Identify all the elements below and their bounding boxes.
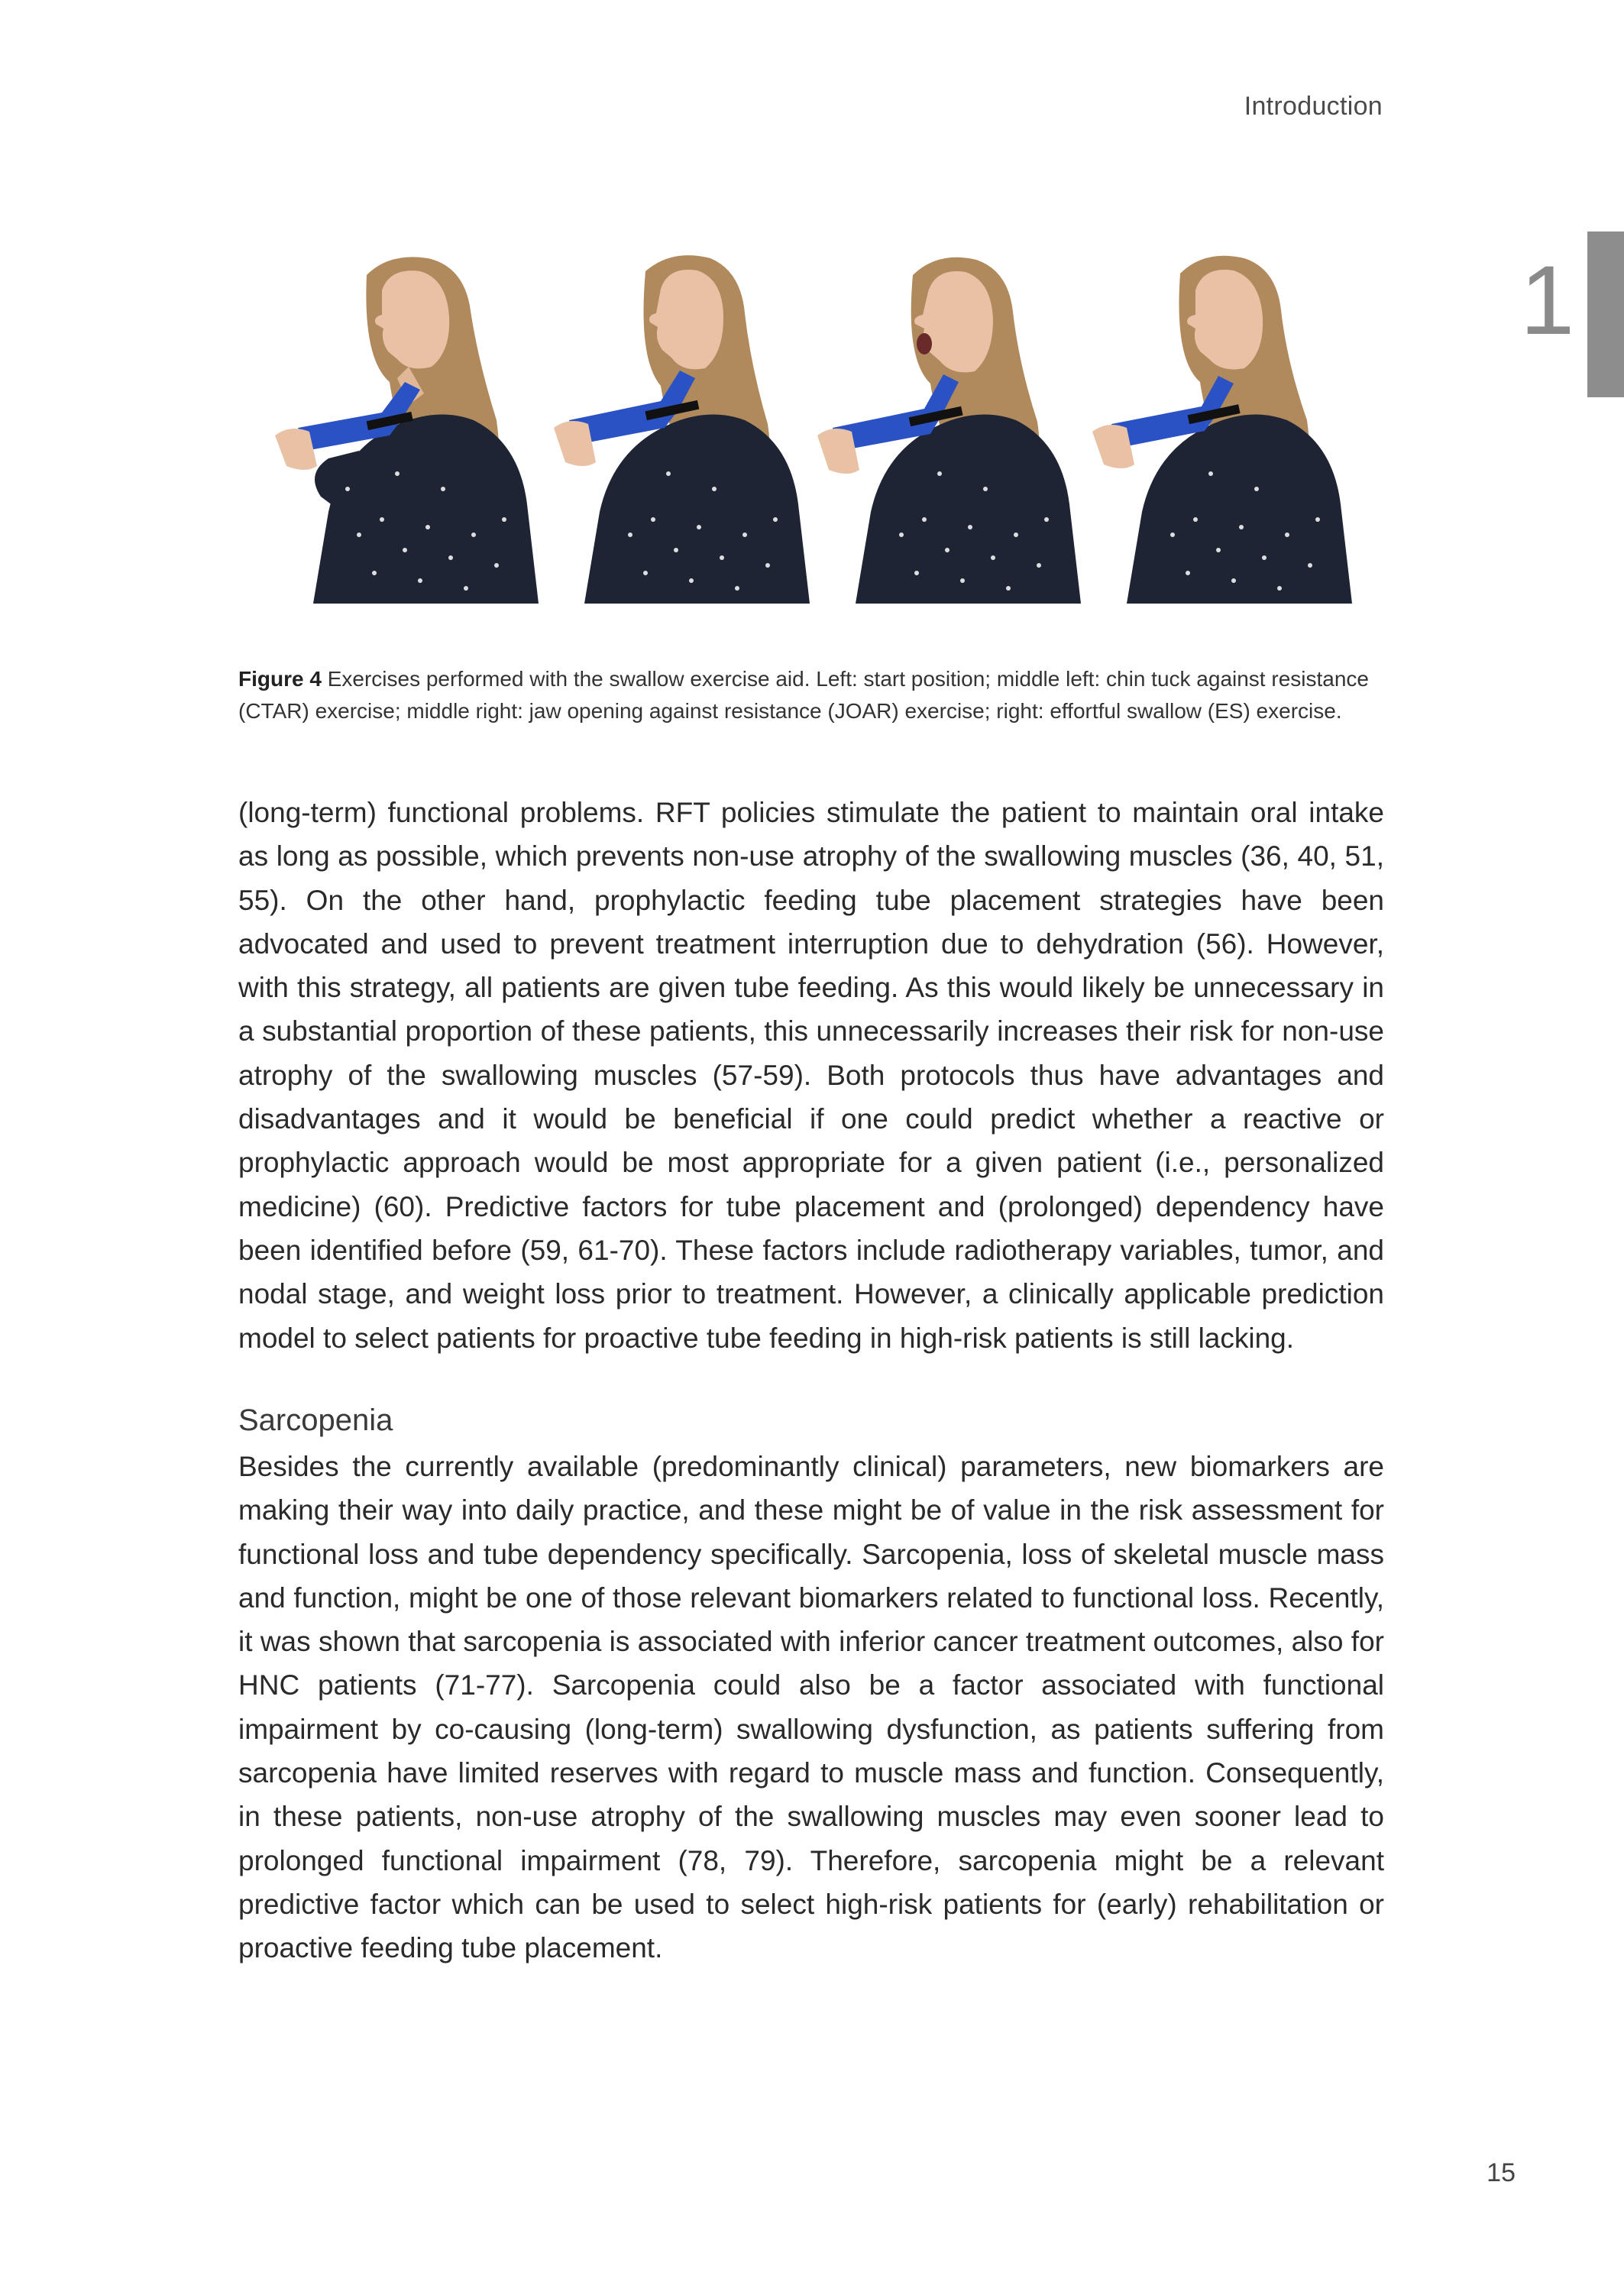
figure-label: Figure 4 xyxy=(238,667,322,691)
chapter-number: 1 xyxy=(1520,246,1575,355)
figure-panel-es-exercise xyxy=(1089,244,1352,604)
body-paragraph-1: (long-term) functional problems. RFT policies stimulate the patient to maintain oral intake as long as possible, which prevents non-use atrophy of the swallowing muscles (36, 40, 51, 55). On the other hand, prophylactic feeding tube placement strategies have been advocated and used to prevent treatment interruption due to dehydration (56). However, with this strategy, all patients are given tube feeding. As this would likely be unnecessary in a substantial proportion of these patients, this unnecessarily increases their risk for non-use atrophy of the swallowing muscles (57-59). Both protocols thus have advantages and disadvantages and it would be beneficial if one could predict whether a reactive or prophylactic approach would be most appropriate for a given patient (i.e., personalized medicine) (60). Predictive factors for tube placement and (prolonged) dependency have been identified before (59, 61-70). These factors include radiotherapy variables, tumor, and nodal stage, and weight loss prior to treatment. However, a clinically applicable prediction model to select patients for proactive tube feeding in high-risk patients is still lacking. xyxy=(238,797,1384,1354)
page-number: 15 xyxy=(1487,2158,1516,2187)
figure-caption xyxy=(238,663,1384,727)
figure-panel-joar-exercise xyxy=(817,244,1081,604)
section-heading-sarcopenia: Sarcopenia xyxy=(238,1403,393,1437)
figure-panel-start-position xyxy=(275,244,539,604)
figure-caption-text: Exercises performed with the swallow exercise aid. Left: start position; middle left: chin tuck against resistance (CTAR) exercise; middle right: jaw opening against resistance (JOAR) exercise; right: effortful swallow (ES) exercise. xyxy=(238,667,1369,723)
running-header: Introduction xyxy=(1244,92,1383,121)
figure-panel-ctar-exercise xyxy=(546,244,810,604)
body-paragraph-2: Besides the currently available (predominantly clinical) parameters, new biomarkers are making their way into daily practice, and these might be of value in the risk assessment for functional loss and tube dependency specifically. Sarcopenia, loss of skeletal muscle mass and function, might be one of those relevant biomarkers related to functional loss. Recently, it was shown that sarcopenia is associated with inferior cancer treatment outcomes, also for HNC patients (71-77). Sarcopenia could also be a factor associated with functional impairment by co-causing (long-term) swallowing dysfunction, as patients suffering from sarcopenia have limited reserves with regard to muscle mass and function. Consequently, in these patients, non-use atrophy of the swallowing muscles may even sooner lead to prolonged functional impairment (78, 79). Therefore, sarcopenia might be a relevant predictive factor which can be used to select high-risk patients for (early) rehabilitation or proactive feeding tube placement. xyxy=(238,1451,1384,1964)
chapter-tab-marker xyxy=(1587,231,1624,397)
